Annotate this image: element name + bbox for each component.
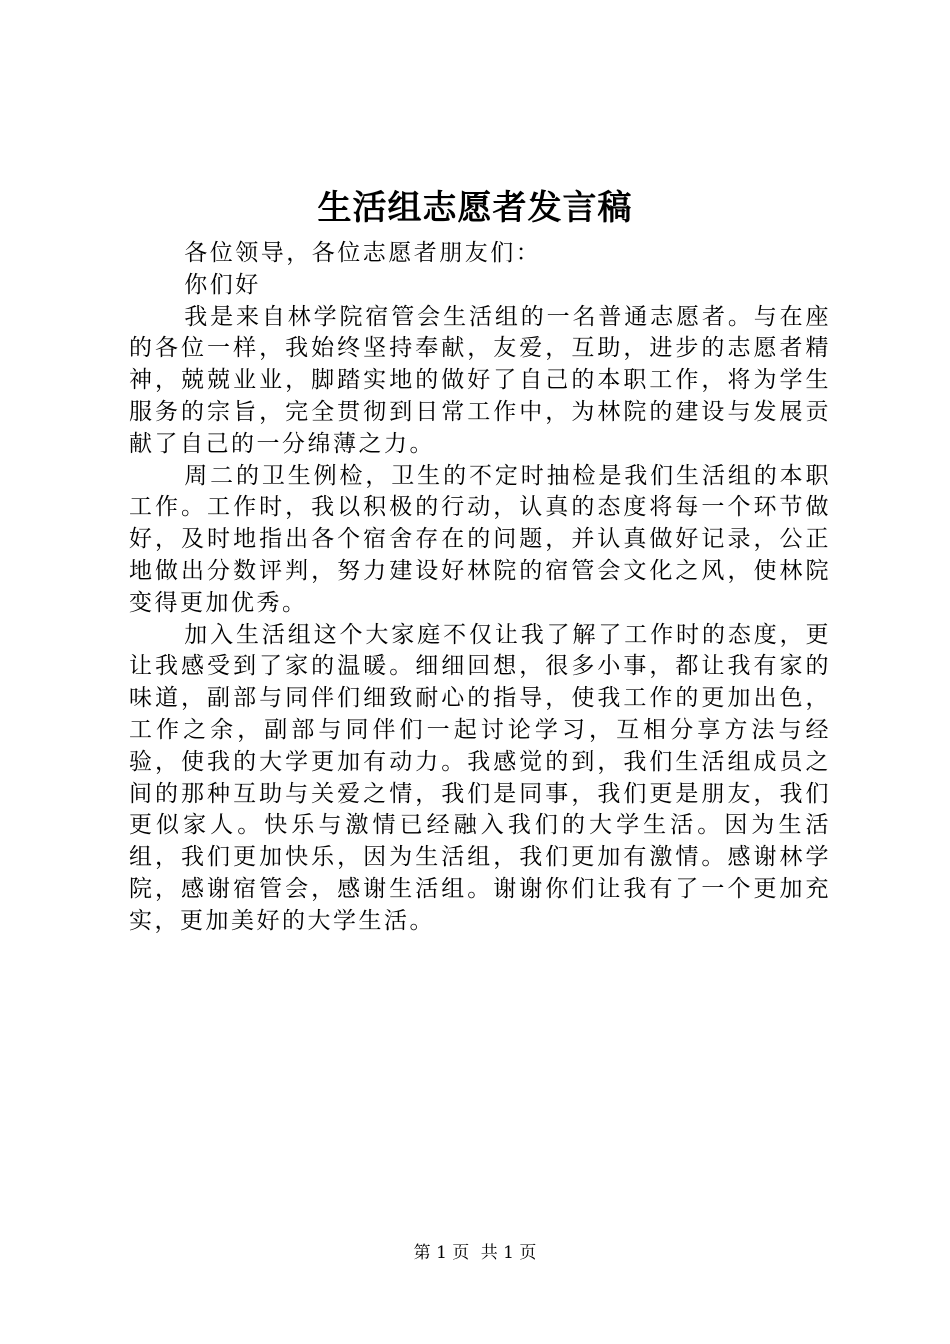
body-paragraph: 我是来自林学院宿管会生活组的一名普通志愿者。与在座的各位一样，我始终坚持奉献，友爱，互助，进步的志愿者精神，兢兢业业，脚踏实地的做好了自己的本职工作，将为学生服务的宗旨，完全贯彻到日常工作中，为林院的建设与发展贡献了自己的一分绵薄之力。 [129,303,831,457]
page-footer [0,1242,950,1264]
document-title: 生活组志愿者发言稿 [317,188,633,228]
body-paragraph: 加入生活组这个大家庭不仅让我了解了工作时的态度，更让我感受到了家的温暖。细细回想，很多小事，都让我有家的味道，副部与同伴们细致耐心的指导，使我工作的更加出色，工作之余，副部与同伴们一起讨论学习，互相分享方法与经验，使我的大学更加有动力。我感觉的到，我们生活组成员之间的那种互助与关爱之情，我们是同事，我们更是朋友，我们更似家人。快乐与激情已经融入我们的大学生活。因为生活组，我们更加快乐，因为生活组，我们更加有激情。感谢林学院，感谢宿管会，感谢生活组。谢谢你们让我有了一个更加充实，更加美好的大学生活。 [129,621,831,934]
page-total: 共 1 页 [480,1243,537,1263]
greeting-paragraph: 你们好 [184,271,261,298]
salutation-paragraph: 各位领导，各位志愿者朋友们： [184,240,542,266]
body-paragraph: 周二的卫生例检，卫生的不定时抽检是我们生活组的本职工作。工作时，我以积极的行动，认真的态度将每一个环节做好，及时地指出各个宿舍存在的问题，并认真做好记录，公正地做出分数评判，努力建设好林院的宿管会文化之风，使林院变得更加优秀。 [129,462,831,616]
page-number: 第 1 页 [413,1243,470,1263]
document-body [129,238,831,938]
